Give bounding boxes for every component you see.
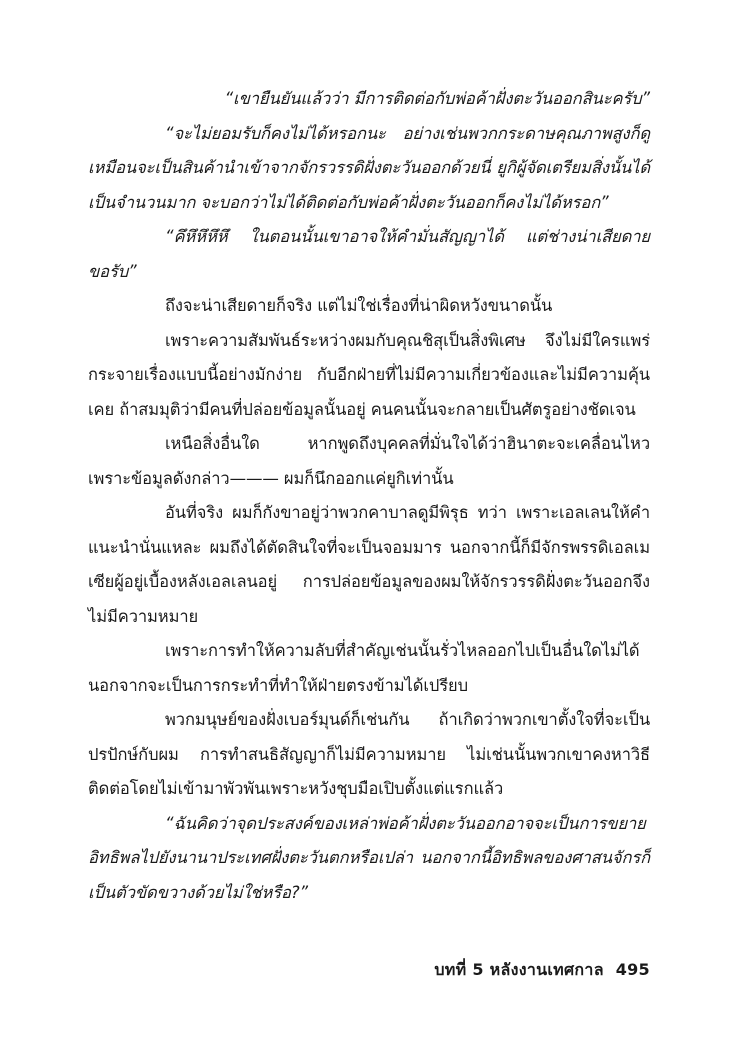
- paragraph: เพราะการทำให้ความลับที่สำคัญเช่นนั้นรั่วไหลออกไปเป็นอื่นใดไม่ได้ นอกจากจะเป็นการกระทำที่ทำให้ฝ่ายตรงข้ามได้เปรียบ: [88, 641, 640, 695]
- page-footer: [88, 958, 650, 983]
- page-number: 495: [615, 960, 650, 979]
- paragraph: “เขายืนยันแล้วว่า มีการติดต่อกับพ่อค้าฝั่งตะวันออกสินะครับ”: [224, 89, 650, 108]
- paragraph: “ฉันคิดว่าจุดประสงค์ของเหล่าพ่อค้าฝั่งตะวันออกอาจจะเป็นการขยายอิทธิพลไปยังนานาประเทศฝั่งตะวันตกหรือเปล่า นอกจากนี้อิทธิพลของศาสนจักรก็เป็นตัวขัดขวางด้วยไม่ใช่หรือ?”: [88, 813, 650, 902]
- paragraph: เหนือสิ่งอื่นใด หากพูดถึงบุคคลที่มั่นใจได้ว่าฮินาตะจะเคลื่อนไหวเพราะข้อมูลดังกล่าว——— ผมก็นึกออกแค่ยูกิเท่านั้น: [88, 434, 650, 488]
- paragraph: “จะไม่ยอมรับก็คงไม่ได้หรอกนะ อย่างเช่นพวกกระดาษคุณภาพสูงก็ดูเหมือนจะเป็นสินค้านำเข้าจากจักรวรรดิฝั่งตะวันออกด้วยนี่ ยูกิผู้จัดเตรียมสิ่งนั้นได้เป็นจำนวนมาก จะบอกว่าไม่ได้ติดต่อกับพ่อค้าฝั่งตะวันออกก็คงไม่ได้หรอก”: [88, 123, 650, 212]
- paragraph: เพราะความสัมพันธ์ระหว่างผมกับคุณชิสุเป็นสิ่งพิเศษ จึงไม่มีใครแพร่กระจายเรื่องแบบนี้อย่างมักง่าย กับอีกฝ่ายที่ไม่มีความเกี่ยวข้องและไม่มีความคุ้นเคย ถ้าสมมุติว่ามีคนที่ปล่อยข้อมูลนั้นอยู่ คนคนนั้นจะกลายเป็นศัตรูอย่างชัดเจน: [88, 330, 650, 419]
- paragraph: อันที่จริง ผมก็กังขาอยู่ว่าพวกคาบาลดูมีพิรุธ ทว่า เพราะเอลเลนให้คำแนะนำนั่นแหละ ผมถึงได้ตัดสินใจที่จะเป็นจอมมาร นอกจากนี้ก็มีจักรพรรดิเอลเมเซียผู้อยู่เบื้องหลังเอลเลนอยู่ การปล่อยข้อมูลของผมให้จักรวรรดิฝั่งตะวันออกจึงไม่มีความหมาย: [88, 503, 650, 626]
- page-body: [88, 82, 650, 910]
- paragraph: ถึงจะน่าเสียดายก็จริง แต่ไม่ใช่เรื่องที่น่าผิดหวังขนาดนั้น: [165, 296, 553, 315]
- paragraph: “คึหึหึหึหึ ในตอนนั้นเขาอาจให้คำมั่นสัญญาได้ แต่ช่างน่าเสียดายขอรับ”: [88, 227, 650, 281]
- chapter-title: บทที่ 5 หลังงานเทศกาล: [434, 960, 604, 979]
- paragraph: พวกมนุษย์ของฝั่งเบอร์มุนด์ก็เช่นกัน ถ้าเกิดว่าพวกเขาตั้งใจที่จะเป็นปรปักษ์กับผม การทำสนธิสัญญาก็ไม่มีความหมาย ไม่เช่นนั้นพวกเขาคงหาวิธีติดต่อโดยไม่เข้ามาพัวพันเพราะหวังชุบมือเปิบตั้งแต่แรกแล้ว: [88, 710, 650, 798]
